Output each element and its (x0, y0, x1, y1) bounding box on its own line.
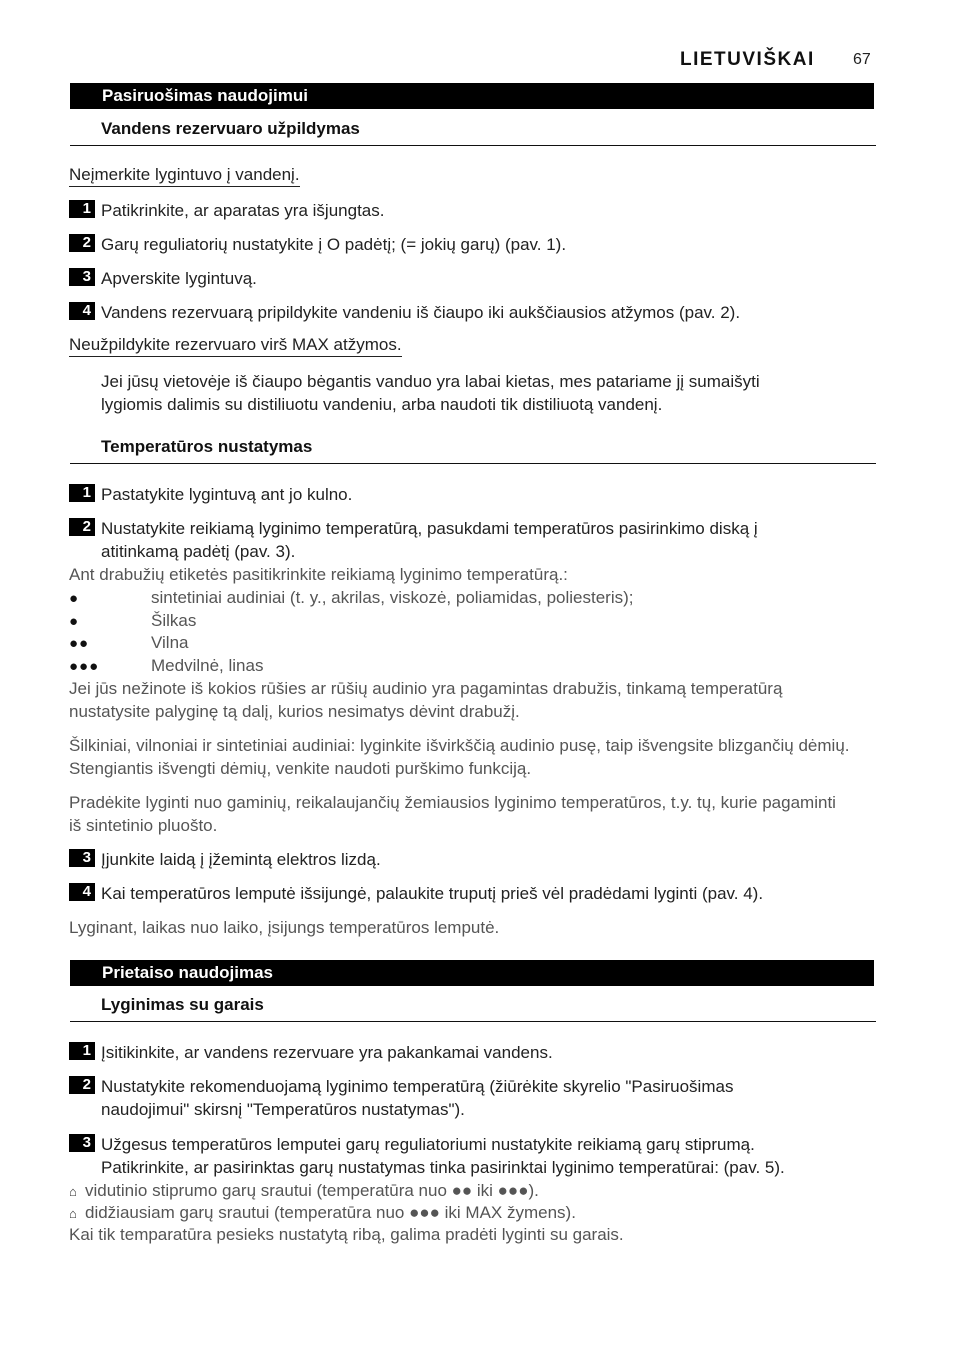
step-number: 4 (69, 302, 95, 320)
step-text: naudojimui" skirsnį "Temperatūros nustatymas"). (101, 1100, 465, 1119)
step-number: 2 (69, 518, 95, 536)
note-line: lygiomis dalimis su distiliuotu vandeniu, arba naudoti tik distiliuotą vandenį. (101, 395, 663, 414)
paragraph (69, 734, 877, 780)
page-number: 67 (853, 51, 871, 68)
temperature-dots-icon: ●●● (69, 658, 100, 675)
note-hard-water (101, 370, 841, 416)
paragraph (69, 677, 877, 723)
step-2 (69, 233, 874, 256)
step-number: 1 (69, 1042, 95, 1060)
step-text: Garų reguliatorių nustatykite į O padėtį; (= jokių garų) (pav. 1). (101, 235, 567, 254)
paragraph-line: iš sintetinio pluošto. (69, 816, 218, 835)
step-2 (69, 517, 874, 563)
paragraph-line: Jei jūs nežinote iš kokios rūšies ar rūšių audinio yra pagamintas drabužis, tinkamą temperatūrą (69, 679, 783, 698)
paragraph (69, 791, 877, 837)
temperature-dots-icon: ● (69, 590, 80, 607)
step-text: Vandens rezervuarą pripildykite vandeniu iš čiaupo iki aukščiausios atžymos (pav. 2). (101, 303, 741, 322)
temperature-dots-icon: ●● (69, 635, 90, 652)
label-intro: Ant drabužių etiketės pasitikrinkite reikiamą lyginimo temperatūrą.: (69, 565, 568, 584)
step-text: Įsitikinkite, ar vandens rezervuare yra pakankamai vandens. (101, 1043, 553, 1062)
step-text: Apverskite lygintuvą. (101, 269, 257, 288)
step-number: 3 (69, 849, 95, 867)
warning-max-mark: Neužpildykite rezervuaro virš MAX atžymos. (69, 335, 402, 357)
steam-row-text: didžiausiam garų srautui (temperatūra nuo ●●● iki MAX žymens). (85, 1203, 576, 1222)
paragraph-line: Stengiantis išvengti dėmių, venkite naudoti purškimo funkciją. (69, 759, 532, 778)
temperature-dots-icon: ● (69, 613, 80, 630)
subheading-steam-ironing: Lyginimas su garais (70, 995, 876, 1022)
section-bar-preparation: Pasiruošimas naudojimui (70, 83, 874, 109)
warning-no-immerse: Neįmerkite lygintuvo į vandenį. (69, 165, 300, 187)
step-number: 1 (69, 484, 95, 502)
step-number: 3 (69, 1134, 95, 1152)
temp-row (69, 631, 189, 655)
temp-row-text: Vilna (151, 633, 189, 652)
temp-row (69, 654, 263, 678)
paragraph-line: Šilkiniai, vilnoniai ir sintetiniai audiniai: lyginkite išvirkščią audinio pusę, taip išvengsite blizgančių dėmių. (69, 736, 850, 755)
paragraph-line: Pradėkite lyginti nuo gaminių, reikalaujančių žemiausios lyginimo temperatūros, t.y. tų, kurie pagaminti (69, 793, 836, 812)
temp-row (69, 586, 634, 610)
steam-row (69, 1179, 539, 1203)
step-text: atitinkamą padėtį (pav. 3). (101, 542, 296, 561)
note-line: Jei jūsų vietovėje iš čiaupo bėgantis vanduo yra labai kietas, mes patariame jį sumaišyti (101, 372, 760, 391)
step-text: Kai temperatūros lemputė išsijungė, palaukite truputį prieš vėl pradėdami lyginti (pav. 4). (101, 884, 764, 903)
steam-max-icon: ⌂ (69, 1206, 77, 1221)
step-1 (69, 199, 874, 222)
step-text: Užgesus temperatūros lemputei garų reguliatoriumi nustatykite reikiamą garų stiprumą. (101, 1135, 755, 1154)
temp-row (69, 609, 196, 633)
step-text: Patikrinkite, ar pasirinktas garų nustatymas tinka pasirinktai lyginimo temperatūrai: (pav. 5). (101, 1158, 785, 1177)
section-language-title: LIETUVIŠKAI (680, 49, 815, 70)
steam-medium-icon: ⌂ (69, 1184, 77, 1199)
step-text: Nustatykite rekomenduojamą lyginimo temperatūrą (žiūrėkite skyrelio "Pasiruošimas (101, 1077, 734, 1096)
step-4 (69, 882, 874, 905)
step-2 (69, 1075, 874, 1121)
section-bar-usage: Prietaiso naudojimas (70, 960, 874, 986)
temp-row-text: Medvilnė, linas (151, 656, 264, 675)
paragraph: Kai tik temparatūra pesieks nustatytą ribą, galima pradėti lyginti su garais. (69, 1225, 624, 1244)
paragraph-line: nustatysite palyginę tą dalį, kurios nesimatys dėvint drabužį. (69, 702, 520, 721)
step-text: Patikrinkite, ar aparatas yra išjungtas. (101, 201, 385, 220)
temp-row-text: sintetiniai audiniai (t. y., akrilas, viskozė, poliamidas, poliesteris); (151, 588, 634, 607)
step-text: Pastatykite lygintuvą ant jo kulno. (101, 485, 353, 504)
step-number: 2 (69, 234, 95, 252)
subheading-fill-tank: Vandens rezervuaro užpildymas (70, 119, 876, 146)
steam-row (69, 1201, 576, 1225)
step-1 (69, 1041, 874, 1064)
temp-row-text: Šilkas (151, 611, 197, 630)
step-4 (69, 301, 874, 324)
step-number: 2 (69, 1076, 95, 1094)
step-text: Įjunkite laidą į įžemintą elektros lizdą. (101, 850, 381, 869)
step-number: 1 (69, 200, 95, 218)
step-3 (69, 267, 874, 290)
step-1 (69, 483, 874, 506)
step-number: 4 (69, 883, 95, 901)
step-number: 3 (69, 268, 95, 286)
step-text: Nustatykite reikiamą lyginimo temperatūrą, pasukdami temperatūros pasirinkimo diską į (101, 519, 758, 538)
subheading-temperature: Temperatūros nustatymas (70, 437, 876, 464)
step-3 (69, 1133, 874, 1179)
steam-row-text: vidutinio stiprumo garų srautui (temperatūra nuo ●● iki ●●●). (85, 1181, 539, 1200)
paragraph: Lyginant, laikas nuo laiko, įsijungs temperatūros lemputė. (69, 918, 500, 937)
step-3 (69, 848, 874, 871)
